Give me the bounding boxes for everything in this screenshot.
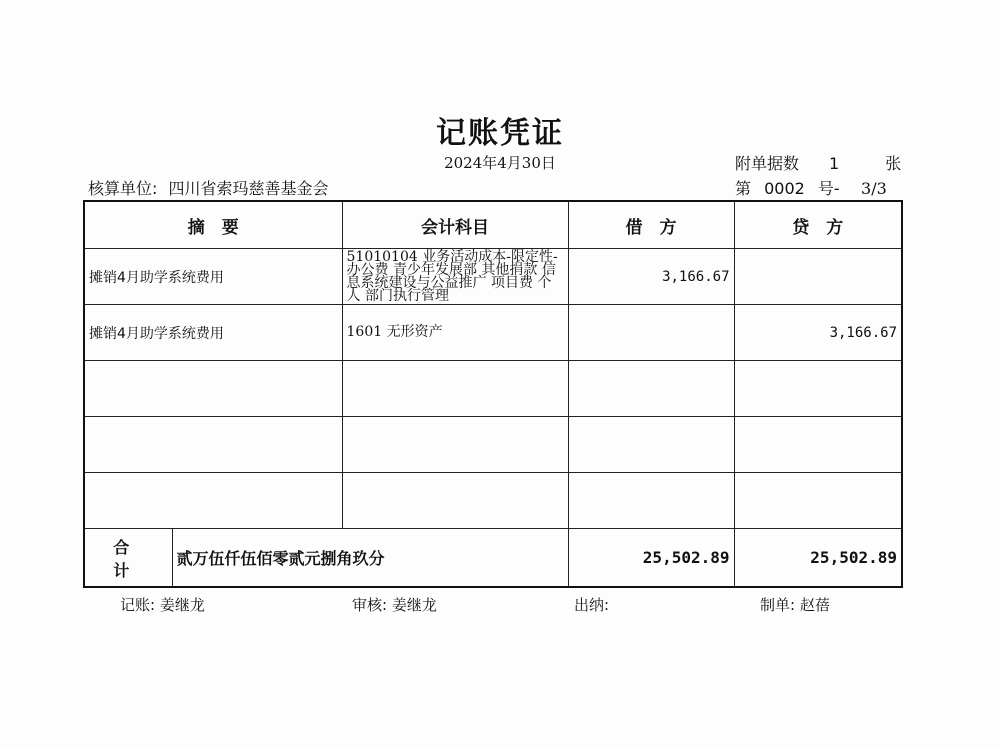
row-credit — [734, 249, 902, 305]
row-debit — [568, 473, 734, 529]
signature-cashier: 出纳: — [574, 596, 610, 614]
attachments-label: 附单据数 — [735, 154, 800, 173]
attachments-count — [735, 151, 901, 174]
voucher-date: 2024年4月30日 — [444, 154, 556, 172]
header-debit: 借 方 — [568, 201, 734, 249]
row-account — [342, 361, 568, 417]
row-credit: 3,166.67 — [734, 305, 902, 361]
accounting-unit-value: 四川省索玛慈善基金会 — [168, 179, 329, 198]
total-credit: 25,502.89 — [734, 529, 902, 588]
voucher-number-suffix: 号- — [817, 179, 840, 198]
header-account: 会计科目 — [342, 201, 568, 249]
row-account: 1601 无形资产 — [342, 305, 568, 361]
table-row — [84, 473, 902, 529]
total-debit: 25,502.89 — [568, 529, 734, 588]
row-debit — [568, 417, 734, 473]
voucher-table — [83, 200, 903, 588]
voucher-sequence: 3/3 — [861, 179, 887, 198]
attachments-unit: 张 — [885, 154, 902, 173]
header-summary: 摘 要 — [84, 201, 342, 249]
signature-preparer: 制单: 赵蓓 — [760, 596, 830, 614]
row-debit — [568, 361, 734, 417]
table-header-row — [84, 201, 902, 249]
attachments-number: 1 — [829, 154, 840, 173]
row-account — [342, 417, 568, 473]
signature-bookkeeper: 记账: 姜继龙 — [120, 596, 205, 614]
row-account: 51010104 业务活动成本-限定性-办公费 青少年发展部 其他捐款 信息系统建设与公益推广 项目费 个人 部门执行管理 — [342, 249, 568, 305]
table-row — [84, 305, 902, 361]
signature-reviewer: 审核: 姜继龙 — [352, 596, 437, 614]
row-credit — [734, 473, 902, 529]
accounting-unit-label: 核算单位: — [88, 179, 158, 198]
row-summary — [84, 361, 342, 417]
row-credit — [734, 361, 902, 417]
accounting-unit — [88, 176, 329, 199]
total-amount-words: 贰万伍仟伍佰零贰元捌角玖分 — [172, 529, 568, 588]
row-summary: 摊销4月助学系统费用 — [84, 249, 342, 305]
voucher-number-prefix: 第 — [735, 179, 752, 198]
header-credit: 贷 方 — [734, 201, 902, 249]
row-debit: 3,166.67 — [568, 249, 734, 305]
total-label: 合 计 — [84, 529, 172, 588]
total-row — [84, 529, 902, 588]
table-row — [84, 361, 902, 417]
row-summary — [84, 417, 342, 473]
row-account — [342, 473, 568, 529]
voucher-number — [735, 176, 887, 199]
row-summary — [84, 473, 342, 529]
row-summary: 摊销4月助学系统费用 — [84, 305, 342, 361]
table-row — [84, 249, 902, 305]
row-credit — [734, 417, 902, 473]
table-row — [84, 417, 902, 473]
row-debit — [568, 305, 734, 361]
voucher-number-value: 0002 — [764, 179, 805, 198]
voucher-title: 记账凭证 — [436, 116, 564, 151]
